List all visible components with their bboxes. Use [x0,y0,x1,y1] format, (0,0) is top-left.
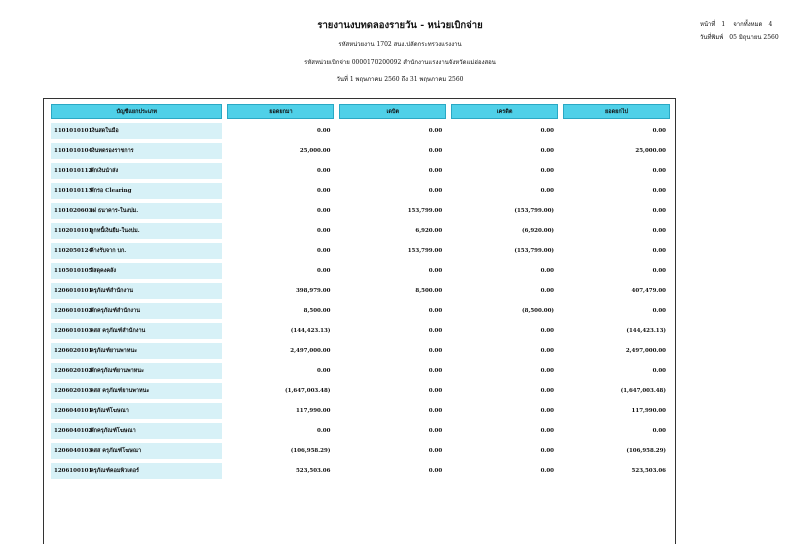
brought-forward-cell: 0.00 [317,368,331,374]
date-range-line: วันที่ 1 พฤษภาคม 2560 ถึง 31 พฤษภาคม 2560 [336,76,464,83]
debit-cell: 0.00 [428,148,443,154]
brought-forward-cell: 0.00 [317,188,331,194]
brought-forward-cell: 0.00 [317,428,331,434]
brought-forward-cell: (144,423.13) [290,328,331,334]
credit-cell: 0.00 [540,168,555,174]
account-cell [51,143,222,159]
account-name: พักครุภัณฑ์ยานพาหนะ [90,368,145,374]
debit-cell: 0.00 [428,388,443,394]
account-name: ครุภัณฑ์คอมพิวเตอร์ [90,468,139,474]
table-row [51,423,670,439]
credit-cell: 0.00 [540,428,555,434]
column-header-account: บัญชีแยกประเภท [51,104,222,119]
brought-forward-cell: (106,958.29) [290,448,331,454]
debit-cell: 0.00 [428,188,443,194]
table-row [51,203,670,219]
credit-cell: 0.00 [540,408,555,414]
account-name: ลูกหนี้เงินยืม-ในงปม. [90,228,140,234]
account-name: คสส ครุภัณฑ์โฆษณา [90,448,142,454]
table-body [51,123,670,479]
column-header-brought-forward: ยอดยกมา [227,104,334,119]
credit-cell: 0.00 [540,148,555,154]
account-code: 1206040103 [54,448,93,454]
account-code: 1206010101 [54,288,93,294]
table-row [51,303,670,319]
debit-cell: 0.00 [428,128,443,134]
account-cell [51,223,222,239]
carried-forward-cell: 0.00 [652,208,666,214]
trial-balance-table [46,100,675,483]
table-row [51,263,670,279]
account-cell [51,183,222,199]
table-row [51,343,670,359]
carried-forward-cell: (144,423.13) [626,328,666,334]
table-row [51,143,670,159]
account-name: พักรอ Clearing [90,188,132,194]
report-title: รายงานงบทดลองรายวัน - หน่วยเบิกจ่าย [317,20,483,31]
page-number: 1 [721,21,726,28]
credit-cell: 0.00 [540,348,555,354]
credit-cell: 0.00 [540,268,555,274]
account-cell [51,363,222,379]
account-name: พักครุภัณฑ์โฆษณา [90,428,136,434]
carried-forward-cell: 0.00 [652,188,666,194]
table-row [51,283,670,299]
account-code: 1206010103 [54,328,93,334]
print-date-label: วันที่พิมพ์ [700,34,724,41]
debit-cell: 8,500.00 [415,288,443,294]
account-cell [51,323,222,339]
brought-forward-cell: 25,000.00 [299,148,331,154]
carried-forward-cell: 0.00 [652,268,666,274]
account-name: ค้างรับจาก บก. [90,248,127,254]
carried-forward-cell: 523,503.06 [631,468,666,474]
column-header-debit: เดบิต [339,104,446,119]
brought-forward-cell: 523,503.06 [295,468,331,474]
carried-forward-cell: 0.00 [652,128,666,134]
account-name: ครุภัณฑ์ยานพาหนะ [90,348,138,354]
debit-cell: 0.00 [428,408,443,414]
account-code: 1101010112 [54,168,93,174]
account-code: 1206040101 [54,408,93,414]
account-cell [51,163,222,179]
credit-cell: 0.00 [540,188,555,194]
table-row [51,183,670,199]
carried-forward-cell: 25,000.00 [635,148,666,154]
account-code: 1101010104 [54,148,93,154]
account-cell [51,303,222,319]
brought-forward-cell: 0.00 [317,128,331,134]
carried-forward-cell: 0.00 [652,308,666,314]
account-code: 1101020603 [54,208,93,214]
table-row [51,403,670,419]
table-row [51,223,670,239]
account-code: 1101010101 [54,128,93,134]
account-name: ครุภัณฑ์โฆษณา [90,408,129,414]
account-name: ครุภัณฑ์สำนักงาน [90,288,133,294]
account-cell [51,243,222,259]
carried-forward-cell: 0.00 [652,228,666,234]
table-row [51,383,670,399]
account-code: 1102050124 [54,248,93,254]
account-name: งฝ ธนาคาร-ในงปม. [90,208,139,214]
account-name: คสส ครุภัณฑ์ยานพาหนะ [90,388,150,394]
page-label: หน้าที่ [700,21,716,28]
account-cell [51,383,222,399]
account-name: เงินทดรองราชการ [90,148,134,154]
brought-forward-cell: 0.00 [317,168,331,174]
account-name: วัสดุคงคลัง [90,268,117,274]
carried-forward-cell: 0.00 [652,168,666,174]
debit-cell: 0.00 [428,368,443,374]
debit-cell: 0.00 [428,308,443,314]
account-cell [51,443,222,459]
table-row [51,243,670,259]
debit-cell: 0.00 [428,168,443,174]
carried-forward-cell: (106,958.29) [626,448,666,454]
column-header-credit: เครดิต [451,104,558,119]
debit-cell: 153,799.00 [407,208,443,214]
account-code: 1206100101 [54,468,93,474]
credit-cell: 0.00 [540,328,555,334]
page-info [700,18,787,44]
account-name: คสส ครุภัณฑ์สำนักงาน [90,328,146,334]
debit-cell: 153,799.00 [407,248,443,254]
debit-cell: 6,920.00 [415,228,443,234]
account-code: 1102010101 [54,228,93,234]
account-cell [51,403,222,419]
account-cell [51,463,222,479]
table-row [51,123,670,139]
credit-cell: 0.00 [540,368,555,374]
table-row [51,363,670,379]
brought-forward-cell: 0.00 [317,268,331,274]
disbursement-unit-line: รหัสหน่วยเบิกจ่าย 0000170200092 สำนักงานแรงงานจังหวัดแม่ฮ่องสอน [304,59,496,66]
carried-forward-cell: 0.00 [652,368,666,374]
account-cell [51,423,222,439]
carried-forward-cell: 0.00 [652,428,666,434]
account-name: พักครุภัณฑ์สำนักงาน [90,308,140,314]
account-name: เงินสดในมือ [90,128,119,134]
credit-cell: 0.00 [540,388,555,394]
account-cell [51,343,222,359]
account-cell [51,203,222,219]
credit-cell: 0.00 [540,288,555,294]
brought-forward-cell: 0.00 [317,208,331,214]
credit-cell: 0.00 [540,128,555,134]
account-code: 1206020103 [54,388,93,394]
carried-forward-cell: (1,647,003.48) [620,388,666,394]
debit-cell: 0.00 [428,328,443,334]
table-row [51,323,670,339]
table-row [51,443,670,459]
debit-cell: 0.00 [428,468,443,474]
account-cell [51,283,222,299]
credit-cell: (8,500.00) [522,308,555,314]
column-header-carried-forward: ยอดยกไป [563,104,670,119]
account-cell [51,123,222,139]
debit-cell: 0.00 [428,348,443,354]
brought-forward-cell: 0.00 [317,228,331,234]
account-code: 1101010113 [54,188,93,194]
credit-cell: 0.00 [540,468,555,474]
carried-forward-cell: 117,990.00 [631,408,666,414]
table-row [51,463,670,479]
debit-cell: 0.00 [428,268,443,274]
agency-line: รหัสหน่วยงาน 1702 สนง.ปลัดกระทรวงแรงงาน [338,41,462,48]
carried-forward-cell: 407,479.00 [631,288,666,294]
table-row [51,163,670,179]
brought-forward-cell: (1,647,003.48) [285,388,331,394]
account-code: 1206020102 [54,368,93,374]
brought-forward-cell: 117,990.00 [295,408,331,414]
total-label: จากทั้งหมด [733,21,763,28]
account-code: 1105010105 [54,268,93,274]
table-header-row [51,104,670,119]
account-name: พักเงินนำส่ง [90,168,119,174]
debit-cell: 0.00 [428,448,443,454]
account-code: 1206020101 [54,348,93,354]
credit-cell: 0.00 [540,448,555,454]
account-code: 1206010102 [54,308,93,314]
account-cell [51,263,222,279]
credit-cell: (6,920.00) [522,228,555,234]
brought-forward-cell: 398,979.00 [295,288,331,294]
account-code: 1206040102 [54,428,93,434]
credit-cell: (153,799.00) [514,208,555,214]
carried-forward-cell: 2,497,000.00 [625,348,666,354]
brought-forward-cell: 8,500.00 [303,308,331,314]
credit-cell: (153,799.00) [514,248,555,254]
trial-balance-frame [43,98,676,544]
brought-forward-cell: 0.00 [317,248,331,254]
debit-cell: 0.00 [428,428,443,434]
total-pages: 4 [768,21,773,28]
print-date: 05 มิถุนายน 2560 [729,34,779,41]
carried-forward-cell: 0.00 [652,248,666,254]
brought-forward-cell: 2,497,000.00 [290,348,331,354]
